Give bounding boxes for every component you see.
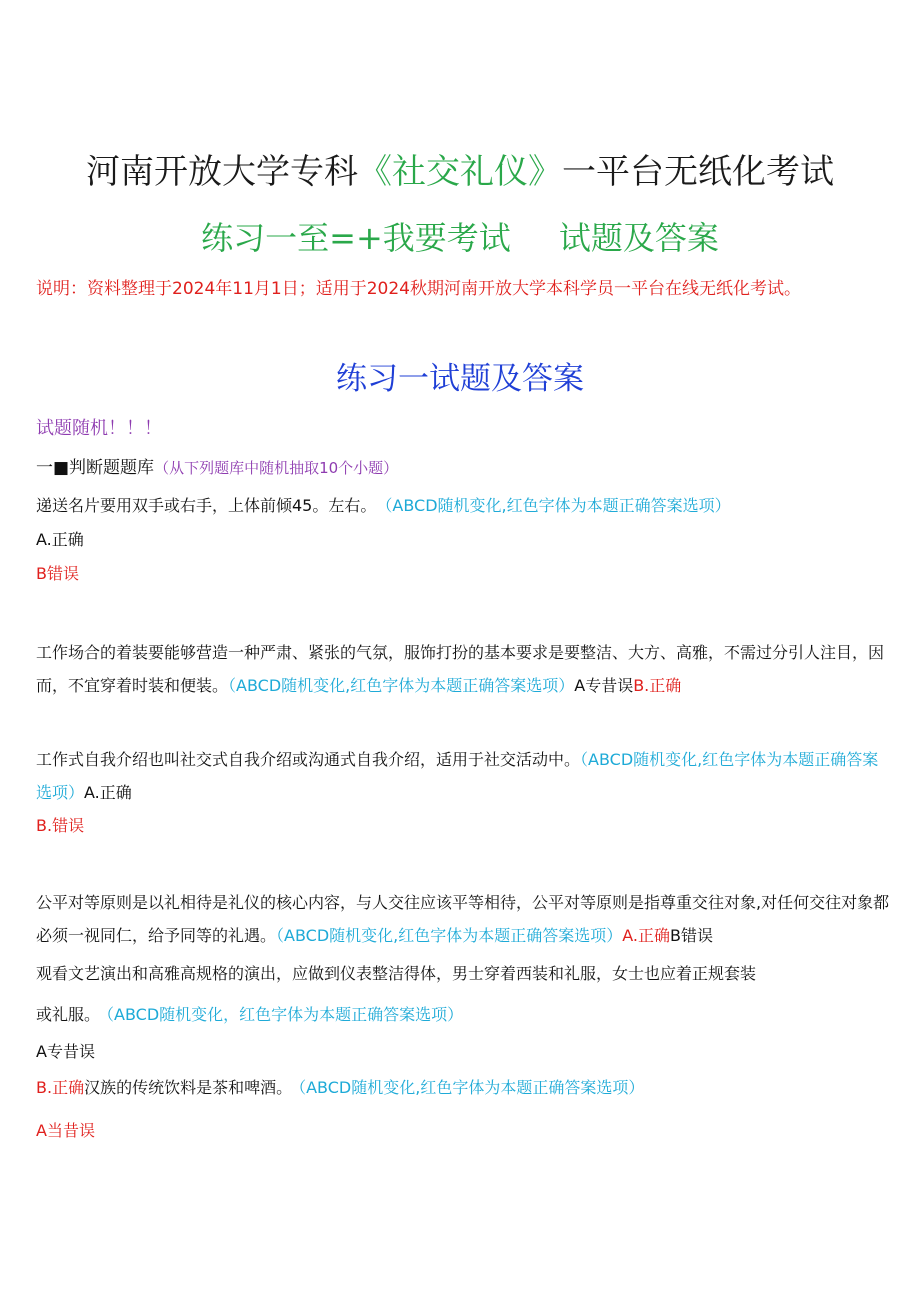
title-suffix: 一平台无纸化考试	[562, 152, 834, 192]
question-5-line-1: 观看文艺演出和高雅高规格的演出，应做到仪表整洁得体，男士穿着西装和礼服，女士也应着正规套装	[36, 964, 757, 983]
question-3	[36, 743, 892, 809]
question-5-text: 或礼服。	[36, 1005, 101, 1024]
question-1-text: 递送名片要用双手或右手，上体前倾45。左右。	[36, 496, 377, 515]
question-3-option-b: B.错误	[36, 816, 85, 835]
answer-hint: （ABCD随机变化,红色字体为本题正确答案选项）	[36, 750, 879, 802]
title-prefix: 河南开放大学专科	[86, 152, 358, 192]
document-title	[0, 150, 920, 194]
question-4	[36, 886, 892, 952]
question-4-option-a: A.正确	[622, 926, 671, 945]
question-6-option-a: A当昔误	[36, 1121, 95, 1140]
question-1	[36, 495, 731, 517]
question-5-option-b-and-question-6	[36, 1077, 644, 1099]
question-3-text: 工作式自我介绍也叫社交式自我介绍或沟通式自我介绍，适用于社交活动中。	[36, 750, 581, 769]
question-5-option-a: A专昔误	[36, 1042, 95, 1061]
answer-hint: （ABCD随机变化,红色字体为本题正确答案选项）	[228, 676, 575, 695]
subtitle-right: 试题及答案	[558, 219, 719, 257]
question-2-option-a: A专昔误	[574, 676, 634, 695]
question-4-option-b: B错误	[670, 926, 713, 945]
subtitle-left: 练习一至=+我要考试	[201, 219, 511, 257]
question-1-option-a: A.正确	[36, 530, 84, 549]
question-1-option-b: B错误	[36, 564, 79, 583]
answer-hint: （ABCD随机变化,红色字体为本题正确答案选项）	[384, 496, 731, 515]
true-false-heading	[36, 457, 398, 479]
question-2-text: 工作场合的着装要能够营造一种严肃、紧张的气氛，服饰打扮的基本要求是要整洁、大方、高雅，不需过分引人注目，因而，不宜穿着时装和便装。	[36, 643, 885, 695]
question-3-option-a: A.正确	[84, 783, 132, 802]
question-4-text: 公平对等原则是以礼相待是礼仪的核心内容，与人交往应该平等相待，公平对等原则是指尊重交往对象,对任何交往对象都必须一视同仁，给予同等的礼遇。	[36, 893, 890, 945]
heading-text: 一■判断题题库	[36, 458, 155, 478]
heading-note: （从下列题库中随机抽取10个小题）	[154, 459, 399, 477]
question-5-option-b: B.正确	[36, 1078, 85, 1097]
section-title: 练习一试题及答案	[336, 361, 584, 397]
question-2	[36, 636, 892, 702]
question-5-line-2	[36, 1004, 463, 1026]
question-6-text: 汉族的传统饮料是茶和啤酒。	[84, 1078, 293, 1097]
document-subtitle	[0, 216, 920, 260]
question-2-option-b: B.正确	[633, 676, 682, 695]
answer-hint: （ABCD随机变化,红色字体为本题正确答案选项）	[298, 1078, 645, 1097]
answer-hint: （ABCD随机变化,红色字体为本题正确答案选项）	[276, 926, 623, 945]
title-course-name: 《社交礼仪》	[358, 152, 562, 192]
random-notice: 试题随机！！！	[36, 418, 162, 439]
explanation-note: 说明：资料整理于2024年11月1日；适用于2024秋期河南开放大学本科学员一平台在线无纸化考试。	[36, 279, 801, 299]
answer-hint: （ABCD随机变化，红色字体为本题正确答案选项）	[106, 1005, 464, 1024]
